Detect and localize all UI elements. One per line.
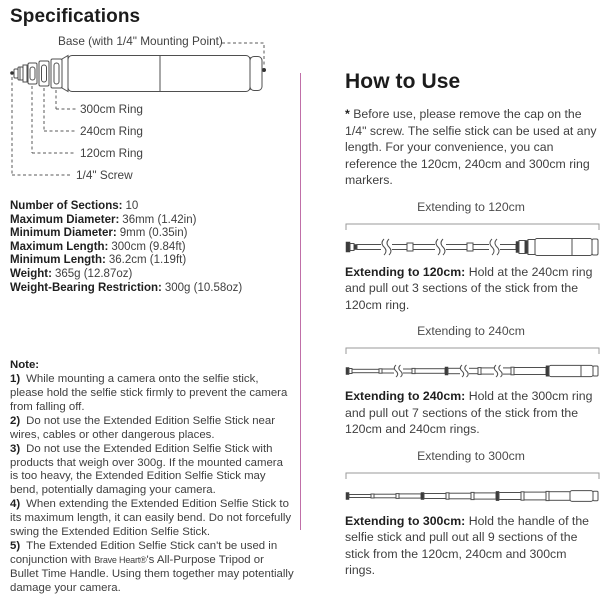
extended-stick-300cm-diagram [345, 466, 600, 510]
note-item [10, 373, 294, 415]
spec-value: 9mm (0.35in) [119, 227, 188, 240]
section-caption: Extending to 120cm [417, 199, 525, 214]
note-number: 1) [10, 373, 21, 386]
spec-label: Minimum Length: [10, 254, 106, 267]
spec-row [10, 241, 294, 255]
extend-section-120cm [345, 200, 597, 314]
ring-label-240cm: 240cm Ring [80, 124, 143, 138]
description-lead: Extending to 120cm: [345, 264, 466, 279]
spec-value: 300g (10.58oz) [164, 281, 243, 294]
ring-label-120cm: 120cm Ring [80, 146, 143, 160]
description-text: Hold at the 300cm ring and pull out 7 sections of the stick from the 120cm and 240cm rings. [345, 389, 593, 436]
note-item [10, 540, 294, 596]
note-text: The Extended Edition Selfie Stick can't be used in conjunction with [10, 539, 278, 566]
base-mounting-point-label: Base (with 1/4" Mounting Point) [58, 34, 223, 48]
note-title: Note: [10, 359, 40, 372]
intro-text: Before use, please remove the cap on the 1/4" screw. The selfie stick can be used at any length. For your convenience, you can reference the 120cm, 240cm and 300cm ring markers. [345, 107, 597, 187]
spec-row [10, 268, 294, 282]
intro-paragraph [345, 106, 597, 189]
spec-value: 300cm (9.84ft) [111, 240, 186, 253]
section-caption: Extending to 300cm [417, 448, 525, 463]
note-number: 4) [10, 498, 21, 511]
how-to-use-title: How to Use [345, 70, 461, 93]
section-caption: Extending to 240cm [417, 324, 525, 338]
spec-value: 10 [125, 200, 139, 212]
section-description [345, 513, 597, 579]
spec-label: Weight: [10, 267, 52, 280]
spec-value: 36mm (1.42in) [122, 213, 197, 226]
note-text: Do not use the Extended Edition Selfie Stick near wires, cables or other dangerous places. [10, 414, 275, 441]
asterisk: * [345, 107, 350, 121]
spec-row [10, 282, 294, 296]
spec-label: Maximum Diameter: [10, 213, 120, 226]
extended-stick-120cm-diagram [345, 217, 600, 261]
extended-stick-240cm-diagram [345, 341, 600, 385]
collapsed-selfie-stick-art [10, 34, 294, 186]
spec-row [10, 214, 294, 228]
note-section [10, 359, 294, 595]
note-number: 2) [10, 414, 21, 427]
extend-section-240cm [345, 324, 597, 438]
specifications-column [10, 6, 294, 596]
spec-row [10, 200, 294, 214]
spec-label: Maximum Length: [10, 240, 109, 253]
spec-row [10, 227, 294, 241]
column-divider [300, 73, 301, 530]
collapsed-selfie-stick-diagram [10, 34, 294, 186]
description-lead: Extending to 240cm: [345, 389, 466, 403]
section-description [345, 264, 597, 314]
specifications-title: Specifications [10, 6, 141, 27]
note-item [10, 443, 294, 499]
note-text: 's All-Purpose Tripod or Bullet Time Handle. Using them together may potentially damage your camera. [10, 553, 294, 594]
section-description [345, 388, 597, 438]
description-lead: Extending to 300cm: [345, 513, 466, 528]
spec-value: 36.2cm (1.19ft) [108, 254, 187, 267]
note-number: 5) [10, 539, 21, 552]
spec-label: Number of Sections: [10, 200, 123, 212]
description-text: Hold the handle of the selfie stick and pull out all 9 sections of the stick from the 120cm, 240cm and 300cm rings. [345, 513, 590, 577]
note-item [10, 415, 294, 443]
brand-name: Brave Heart® [94, 554, 147, 565]
spec-list [10, 200, 294, 295]
how-to-use-column [345, 70, 597, 579]
note-text: Do not use the Extended Edition Selfie Stick with products that weigh over 300g. If the mounted camera is too heavy, the Extended Edition Selfie Stick may bend, potentially damaging your camera. [10, 442, 283, 497]
spec-row [10, 254, 294, 268]
spec-value: 365g (12.87oz) [54, 267, 133, 280]
extend-section-300cm [345, 449, 597, 579]
spec-label: Weight-Bearing Restriction: [10, 281, 162, 294]
note-text: While mounting a camera onto the selfie stick, please hold the selfie stick firmly to prevent the camera from falling off. [10, 373, 288, 413]
note-number: 3) [10, 442, 21, 455]
screw-pointer-dot [10, 71, 14, 75]
base-pointer-dot [262, 68, 266, 72]
note-item [10, 498, 294, 540]
note-text: When extending the Extended Edition Selfie Stick to its maximum length, it can easily bend. Do not forcefully swing the Extended Edition Selfie Stick. [10, 498, 292, 539]
ring-label-screw: 1/4" Screw [76, 168, 133, 182]
description-text: Hold at the 240cm ring and pull out 3 sections of the stick from the 120cm ring. [345, 264, 593, 312]
spec-label: Minimum Diameter: [10, 227, 117, 240]
ring-label-300cm: 300cm Ring [80, 102, 143, 116]
